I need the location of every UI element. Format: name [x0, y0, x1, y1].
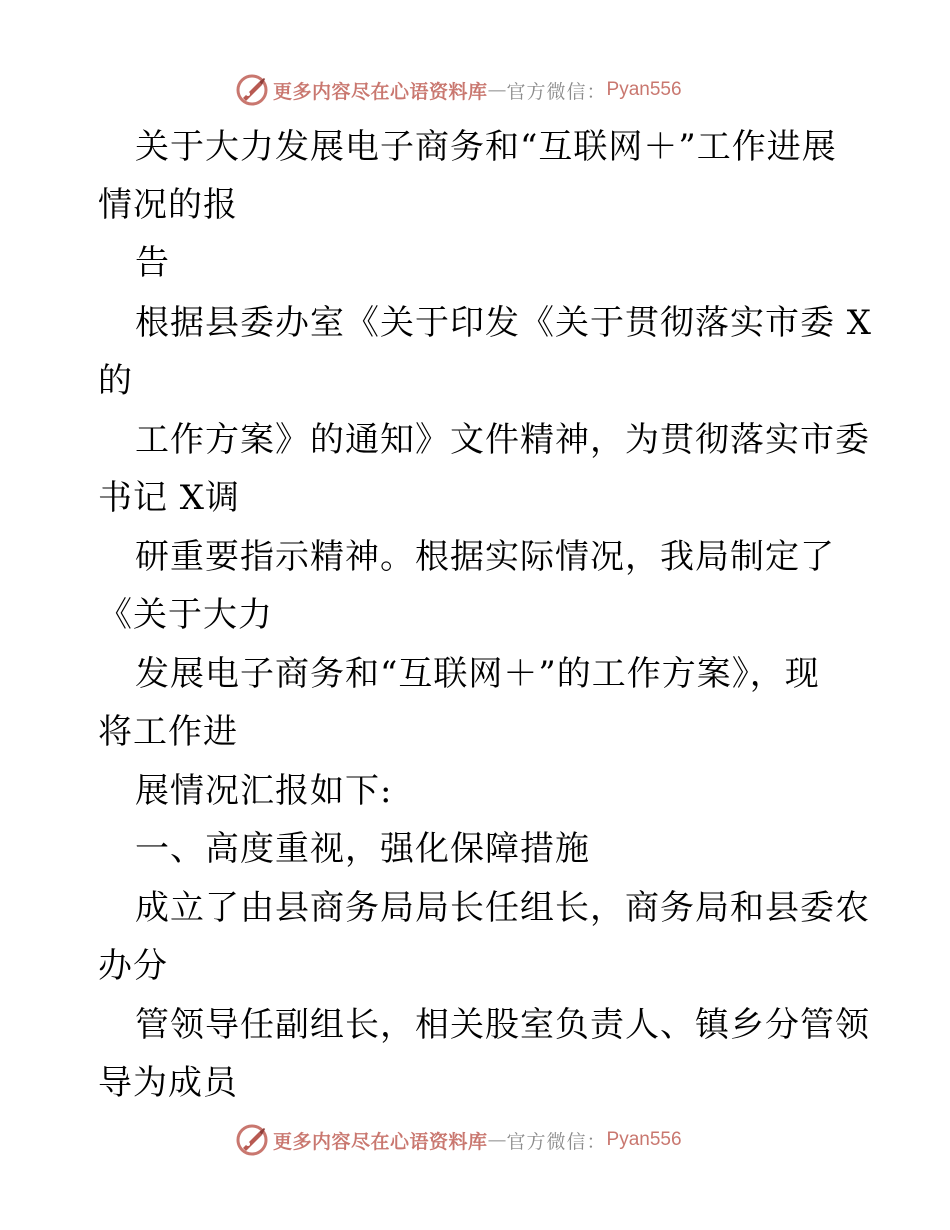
- body-line-8: 将工作进: [98, 712, 238, 752]
- body-line-12: 管领导任副组长，相关股室负责人、镇乡分管领: [135, 1005, 870, 1045]
- body-line-1: 根据县委办室《关于印发《关于贯彻落实市委 X: [135, 303, 873, 343]
- banner-slogan: 更多内容尽在心语资料库: [273, 1130, 488, 1153]
- footer-banner: [235, 1122, 682, 1158]
- banner-dash: —: [487, 1129, 507, 1151]
- banner-wechat-id: Pyan556: [606, 1129, 682, 1150]
- body-line-3: 工作方案》的通知》文件精神，为贯彻落实市委: [135, 420, 870, 460]
- banner-official-label: 官方微信：: [506, 80, 607, 103]
- body-line-5: 研重要指示精神。根据实际情况，我局制定了: [135, 537, 835, 577]
- quill-seal-icon: [235, 73, 269, 107]
- body-line-11: 办分: [98, 946, 168, 986]
- quill-seal-icon: [235, 1123, 269, 1157]
- body-line-2: 的: [98, 361, 133, 401]
- title-line-2: 情况的报: [98, 185, 238, 225]
- header-banner: [235, 72, 682, 108]
- banner-slogan: 更多内容尽在心语资料库: [273, 80, 488, 103]
- body-line-7: 发展电子商务和“互联网＋”的工作方案》，现: [135, 654, 820, 694]
- body-line-6: 《关于大力: [98, 595, 273, 635]
- banner-wechat-id: Pyan556: [606, 79, 682, 100]
- body-line-13: 导为成员: [98, 1063, 238, 1103]
- body-line-9: 展情况汇报如下:: [135, 771, 393, 811]
- banner-dash: —: [487, 79, 507, 101]
- banner-official-label: 官方微信：: [506, 1130, 607, 1153]
- body-line-10: 成立了由县商务局局长任组长，商务局和县委农: [135, 888, 870, 928]
- body-line-4: 书记 X调: [98, 478, 241, 518]
- title-line-3: 告: [135, 243, 170, 283]
- title-line-1: 关于大力发展电子商务和“互联网＋”工作进展: [135, 127, 837, 167]
- section-heading-1: 一、高度重视，强化保障措施: [135, 829, 590, 869]
